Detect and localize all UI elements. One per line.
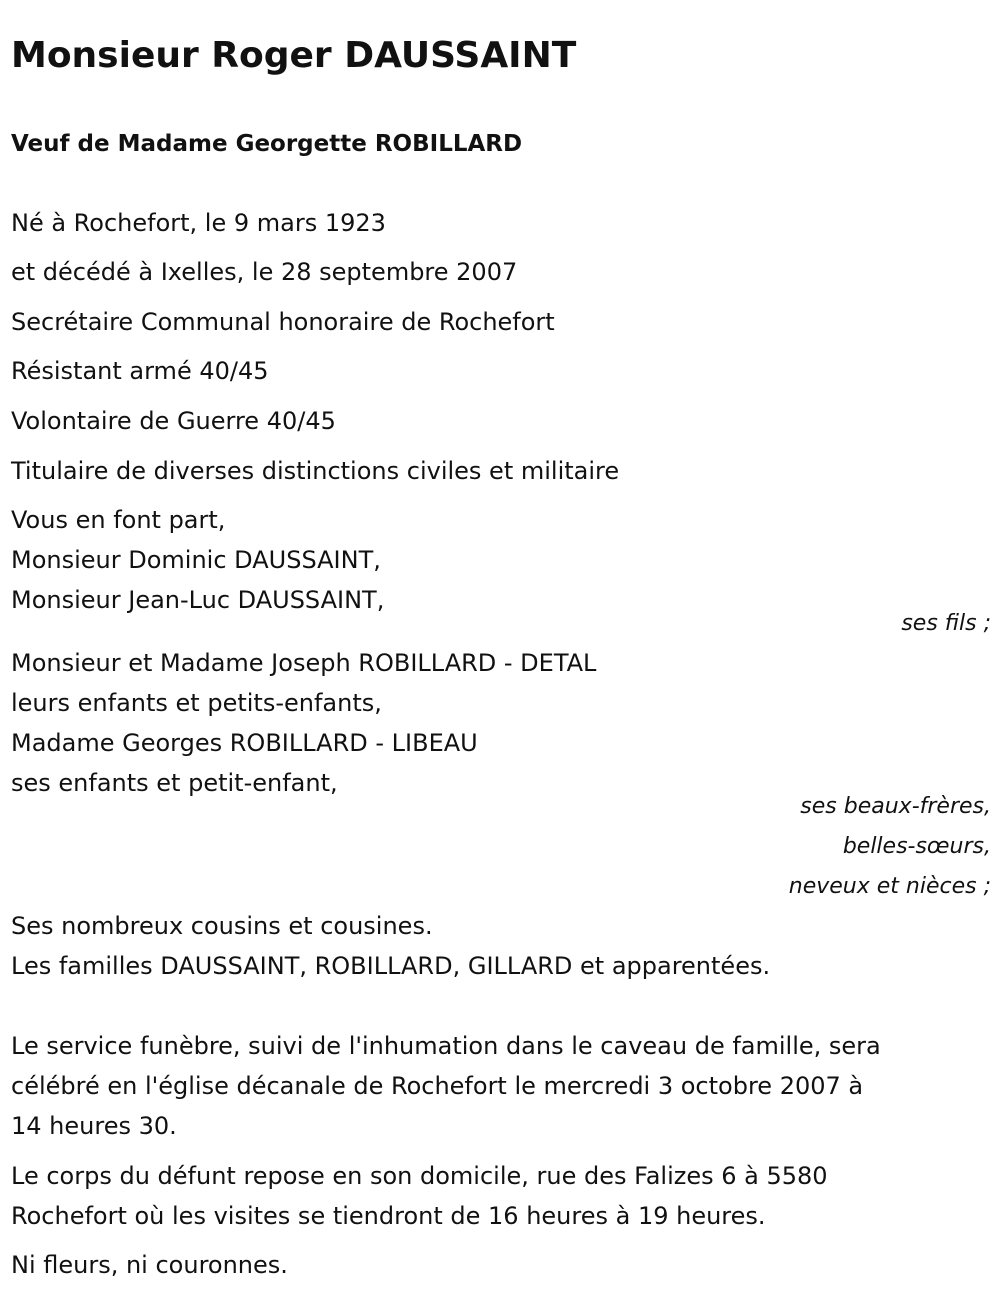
in-laws-relation: neveux et nièces ; — [788, 874, 991, 899]
in-law-line: ses enfants et petit-enfant, — [11, 769, 338, 797]
birth-line: Né à Rochefort, le 9 mars 1923 — [11, 209, 386, 237]
bio-line: Titulaire de diverses distinctions civiles et militaire — [11, 457, 620, 485]
in-law-line: leurs enfants et petits-enfants, — [11, 689, 382, 717]
announcers-intro: Vous en font part, — [11, 506, 226, 534]
in-laws-relation: ses beaux-frères, — [800, 794, 991, 819]
deceased-name: Monsieur Roger DAUSSAINT — [11, 35, 577, 76]
others-line: Les familles DAUSSAINT, ROBILLARD, GILLARD et apparentées. — [11, 952, 771, 980]
sons-relation: ses fils ; — [901, 611, 991, 636]
in-law-line: Monsieur et Madame Joseph ROBILLARD - DETAL — [11, 649, 597, 677]
death-line: et décédé à Ixelles, le 28 septembre 2007 — [11, 258, 518, 286]
visits-line: Rochefort où les visites se tiendront de 16 heures à 19 heures. — [11, 1202, 766, 1230]
others-line: Ses nombreux cousins et cousines. — [11, 912, 433, 940]
visits-line: Le corps du défunt repose en son domicile, rue des Falizes 6 à 5580 — [11, 1162, 828, 1190]
closing-line: Ni fleurs, ni couronnes. — [11, 1251, 288, 1279]
widower-of: Veuf de Madame Georgette ROBILLARD — [11, 131, 523, 157]
service-line: 14 heures 30. — [11, 1112, 177, 1140]
bio-line: Résistant armé 40/45 — [11, 357, 269, 385]
service-line: Le service funèbre, suivi de l'inhumation dans le caveau de famille, sera — [11, 1032, 881, 1060]
in-law-line: Madame Georges ROBILLARD - LIBEAU — [11, 729, 478, 757]
bio-line: Volontaire de Guerre 40/45 — [11, 407, 336, 435]
in-laws-relation: belles-sœurs, — [842, 834, 991, 859]
son-line: Monsieur Jean-Luc DAUSSAINT, — [11, 586, 385, 614]
son-line: Monsieur Dominic DAUSSAINT, — [11, 546, 381, 574]
bio-line: Secrétaire Communal honoraire de Rochefort — [11, 308, 555, 336]
service-line: célébré en l'église décanale de Rochefort le mercredi 3 octobre 2007 à — [11, 1072, 864, 1100]
